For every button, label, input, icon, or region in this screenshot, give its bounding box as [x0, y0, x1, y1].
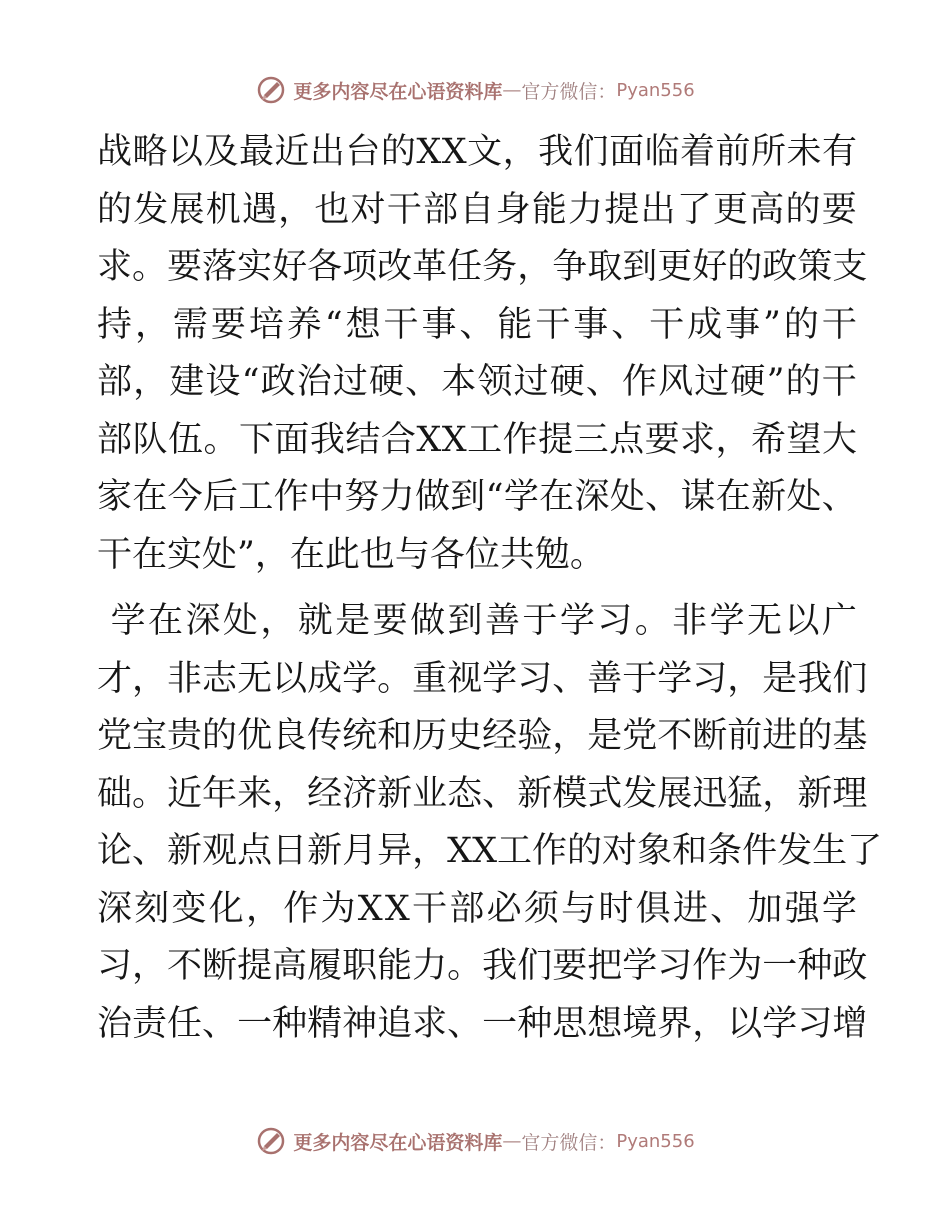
text-line: 干在实处”，在此也与各位共勉。 — [97, 534, 605, 575]
site-logo-icon — [255, 74, 287, 106]
header-wechat-label: 官方微信： — [521, 80, 617, 103]
text-line: 部 队 伍 。 下 面 我 结 合 X X 工 作 提 三 点 要 求 ， 希 望 大 — [97, 419, 857, 460]
text-line: 部 ， 建 设 “ 政 治 过 硬 、 本 领 过 硬 、 作 风 过 硬 ” 的 干 — [97, 362, 857, 402]
text-line: 习 ， 不 断 提 高 履 职 能 力 。 我 们 要 把 学 习 作 为 一 种 政 — [97, 946, 868, 986]
footer-wechat-label: 官方微信： — [521, 1131, 617, 1154]
text-line: 的 发 展 机 遇 ， 也 对 干 部 自 身 能 力 提 出 了 更 高 的 要 — [97, 189, 857, 230]
site-logo-icon — [255, 1125, 287, 1157]
document-body — [97, 124, 883, 1053]
footer-wechat-id: Pyan556 — [616, 1130, 695, 1152]
footer-site-text: 更多内容尽在心语资料库 — [293, 1131, 503, 1154]
header-wechat-id: Pyan556 — [616, 79, 695, 101]
header-site-text: 更多内容尽在心语资料库 — [293, 80, 503, 103]
text-line: 论 、 新 观 点 日 新 月 异 ， X X 工 作 的 对 象 和 条 件 发 生 了 — [97, 831, 883, 871]
footer-separator: — — [502, 1130, 522, 1152]
paragraph — [97, 124, 868, 584]
paragraph — [97, 593, 883, 1053]
text-line: 才 ， 非 志 无 以 成 学 。 重 视 学 习 、 善 于 学 习 ， 是 我 们 — [97, 658, 868, 699]
footer-banner — [0, 1121, 950, 1161]
text-line: 家 在 今 后 工 作 中 努 力 做 到 “ 学 在 深 处 、 谋 在 新 处 、 — [97, 477, 857, 517]
text-line: 治 责 任 、 一 种 精 神 追 求 、 一 种 思 想 境 界 ， 以 学 习 增 — [97, 1003, 868, 1044]
header-banner — [0, 70, 950, 110]
text-line: 础 。 近 年 来 ， 经 济 新 业 态 、 新 模 式 发 展 迅 猛 ， 新 理 — [97, 773, 868, 814]
text-line: 学 在 深 处 ， 就 是 要 做 到 善 于 学 习 。 非 学 无 以 广 — [110, 601, 857, 641]
text-line: 持 ， 需 要 培 养 “ 想 干 事 、 能 干 事 、 干 成 事 ” 的 干 — [97, 304, 857, 345]
text-line: 求 。 要 落 实 好 各 项 改 革 任 务 ， 争 取 到 更 好 的 政 策 支 — [97, 247, 868, 287]
header-separator: — — [502, 79, 522, 101]
text-line: 党 宝 贵 的 优 良 传 统 和 历 史 经 验 ， 是 党 不 断 前 进 的 基 — [97, 716, 868, 756]
text-line: 战 略 以 及 最 近 出 台 的 X X 文 ， 我 们 面 临 着 前 所 未 有 — [97, 132, 857, 172]
paragraph-gap — [97, 584, 857, 593]
text-line: 深 刻 变 化 ， 作 为 X X 干 部 必 须 与 时 俱 进 、 加 强 学 — [97, 888, 857, 929]
